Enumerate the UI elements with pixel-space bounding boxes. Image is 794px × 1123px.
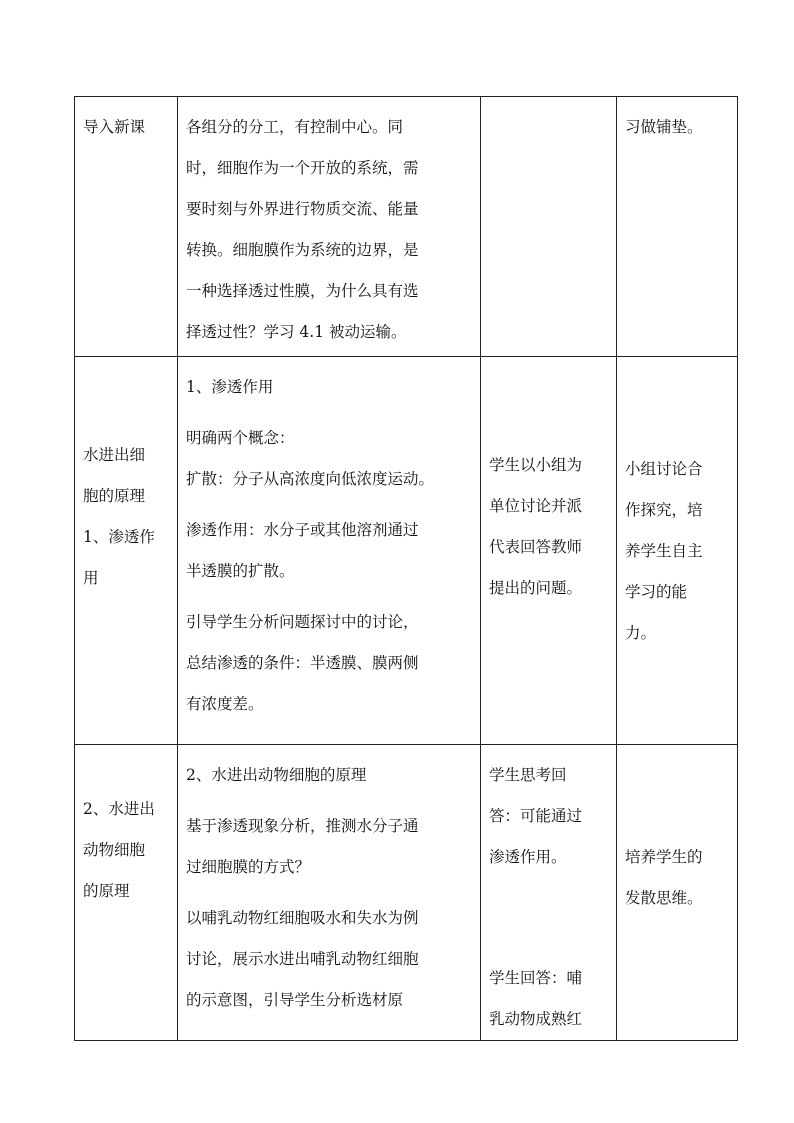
stage-text: 的原理 bbox=[83, 882, 130, 900]
content-line: 讨论，展示水进出哺乳动物红细胞 bbox=[186, 950, 419, 968]
intent-text: 习做铺垫。 bbox=[625, 118, 703, 136]
intent-text: 养学生自主 bbox=[625, 542, 703, 560]
student-activity-cell bbox=[481, 97, 617, 357]
content-line: 要时刻与外界进行物质交流、能量 bbox=[186, 200, 419, 218]
student-text: 代表回答教师 bbox=[489, 538, 583, 556]
student-text: 学生以小组为 bbox=[489, 456, 583, 474]
student-text: 提出的问题。 bbox=[489, 579, 583, 597]
content-line: 有浓度差。 bbox=[186, 695, 264, 713]
content-line: 转换。细胞膜作为系统的边界，是 bbox=[186, 241, 419, 259]
content-line: 基于渗透现象分析，推测水分子通 bbox=[186, 817, 419, 835]
student-text: 答：可能通过 bbox=[489, 807, 583, 825]
stage-text: 胞的原理 bbox=[83, 487, 146, 505]
lesson-plan-table bbox=[74, 96, 738, 1041]
student-activity-cell bbox=[481, 745, 617, 1041]
design-intent-cell bbox=[617, 357, 738, 745]
student-text: 单位讨论并派 bbox=[489, 497, 583, 515]
student-text: 学生思考回 bbox=[489, 766, 567, 784]
intent-text: 学习的能 bbox=[625, 583, 688, 601]
content-cell bbox=[178, 745, 481, 1041]
intent-text: 小组讨论合 bbox=[625, 460, 703, 478]
intent-text: 作探究，培 bbox=[625, 501, 703, 519]
stage-cell bbox=[75, 745, 178, 1041]
content-line: 渗透作用：水分子或其他溶剂通过 bbox=[186, 521, 419, 539]
student-text: 渗透作用。 bbox=[489, 848, 567, 866]
content-cell bbox=[178, 97, 481, 357]
table-row bbox=[75, 745, 738, 1041]
content-line: 择透过性？学习 4.1 被动运输。 bbox=[186, 323, 407, 341]
table-row bbox=[75, 97, 738, 357]
content-line: 一种选择透过性膜，为什么具有选 bbox=[186, 282, 419, 300]
stage-text: 用 bbox=[83, 569, 99, 587]
content-line: 总结渗透的条件：半透膜、膜两侧 bbox=[186, 654, 419, 672]
content-line: 半透膜的扩散。 bbox=[186, 562, 295, 580]
intent-text: 力。 bbox=[625, 624, 657, 642]
content-heading: 1、渗透作用 bbox=[186, 378, 274, 396]
design-intent-cell bbox=[617, 745, 738, 1041]
content-line: 各组分的分工，有控制中心。同 bbox=[186, 118, 404, 136]
content-line: 扩散：分子从高浓度向低浓度运动。 bbox=[186, 470, 435, 488]
stage-cell bbox=[75, 357, 178, 745]
content-line: 明确两个概念： bbox=[186, 429, 295, 447]
student-text: 学生回答：哺 bbox=[489, 969, 583, 987]
content-line: 的示意图，引导学生分析选材原 bbox=[186, 991, 404, 1009]
content-line: 以哺乳动物红细胞吸水和失水为例 bbox=[186, 909, 419, 927]
stage-text: 2、水进出 bbox=[83, 800, 155, 818]
content-cell bbox=[178, 357, 481, 745]
table-row bbox=[75, 357, 738, 745]
student-text: 乳动物成熟红 bbox=[489, 1010, 583, 1028]
design-intent-cell bbox=[617, 97, 738, 357]
content-line: 引导学生分析问题探讨中的讨论， bbox=[186, 613, 419, 631]
content-line: 时，细胞作为一个开放的系统，需 bbox=[186, 159, 419, 177]
stage-text: 导入新课 bbox=[83, 118, 146, 136]
stage-cell bbox=[75, 97, 178, 357]
stage-text: 1、渗透作 bbox=[83, 528, 155, 546]
content-line: 过细胞膜的方式？ bbox=[186, 858, 311, 876]
intent-text: 培养学生的 bbox=[625, 848, 703, 866]
stage-text: 水进出细 bbox=[83, 446, 146, 464]
student-activity-cell bbox=[481, 357, 617, 745]
intent-text: 发散思维。 bbox=[625, 889, 703, 907]
stage-text: 动物细胞 bbox=[83, 841, 146, 859]
content-heading: 2、水进出动物细胞的原理 bbox=[186, 766, 367, 784]
